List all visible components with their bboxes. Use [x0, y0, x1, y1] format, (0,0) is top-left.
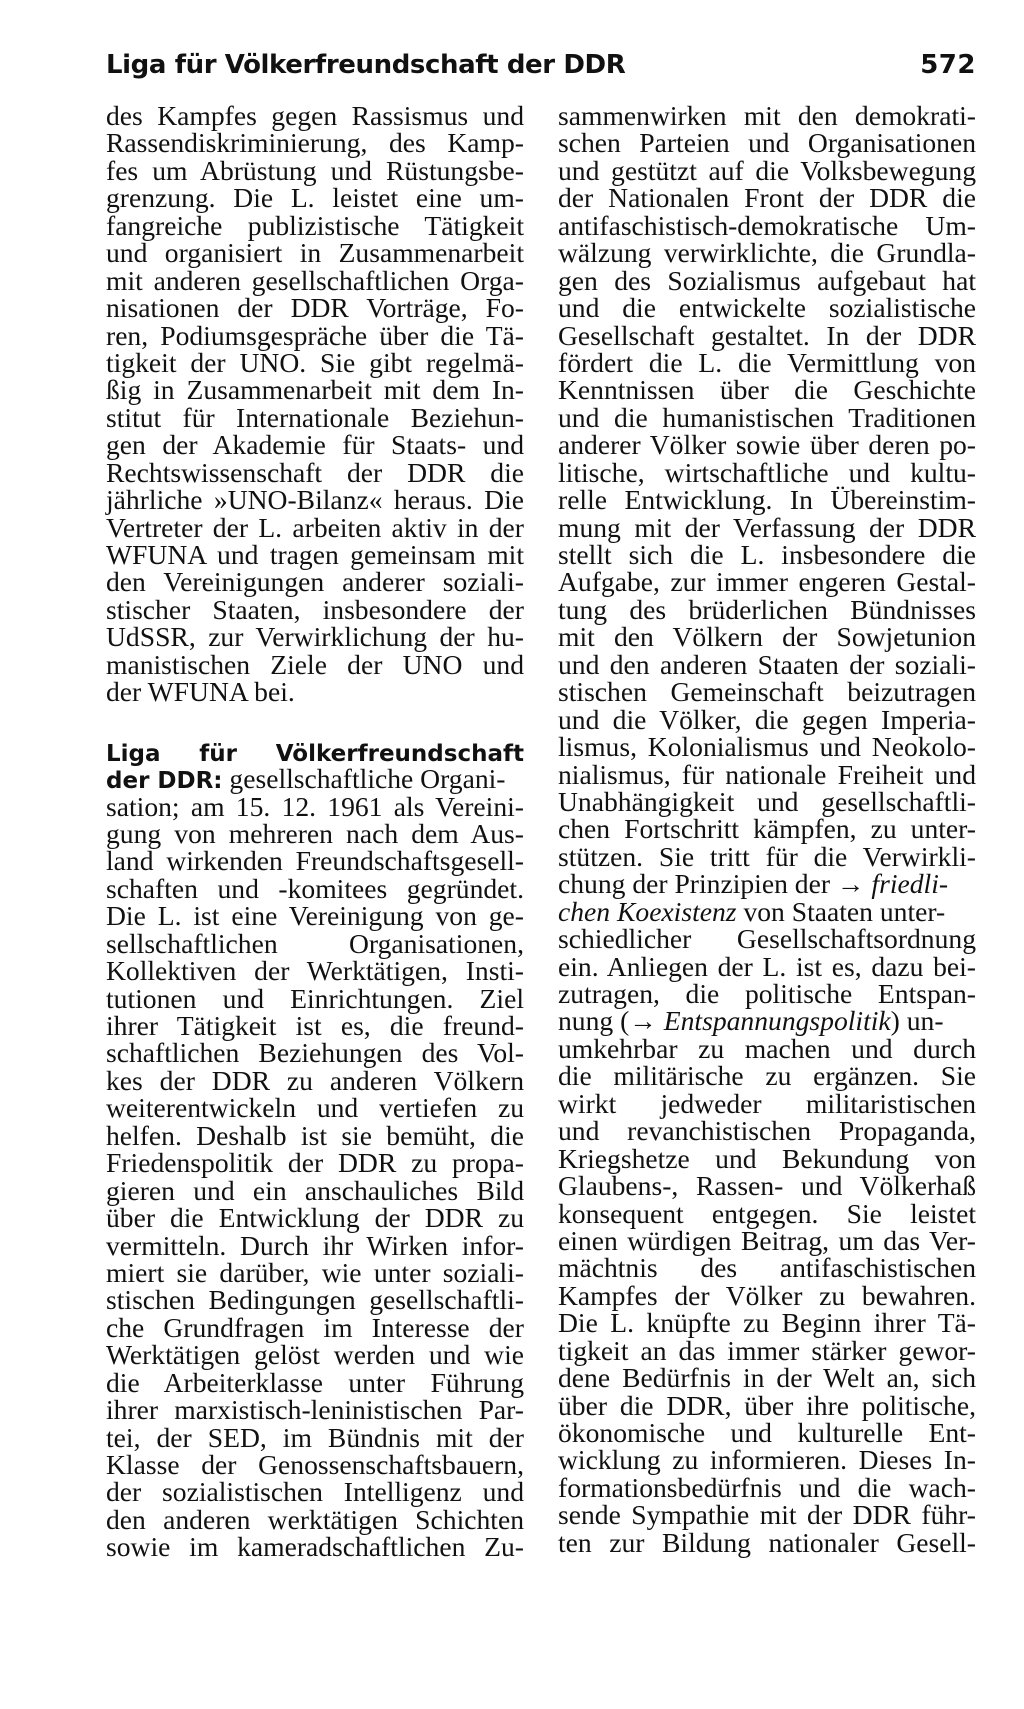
- cross-ref-term: friedli-: [864, 868, 949, 900]
- entry-definition-start: gesellschaftliche Organi-: [222, 763, 506, 795]
- page-number: 572: [920, 50, 976, 80]
- text-line: tung des brüderlichen Bündnisses: [558, 593, 976, 625]
- text-line: ökonomische und kulturelle Ent-: [558, 1417, 976, 1448]
- running-head-title: Liga für Völkerfreundschaft der DDR: [106, 50, 626, 80]
- text-line: Gesellschaft gestaltet. In der DDR: [558, 319, 976, 351]
- running-head: [106, 50, 976, 84]
- text-line: schaften und -komitees gegründet.: [106, 872, 524, 904]
- text-line: fes um Abrüstung und Rüstungsbe-: [106, 154, 524, 186]
- text-line: ten zur Bildung nationaler Gesell-: [558, 1526, 976, 1558]
- text-line: stischen Bedingungen gesellschaftli-: [106, 1284, 524, 1316]
- text-line: che Grundfragen im Interesse der: [106, 1311, 524, 1343]
- text-line: stützen. Sie tritt für die Verwirkli-: [558, 840, 976, 872]
- left-column: [106, 102, 524, 1561]
- cross-reference-line: [558, 868, 976, 900]
- text-line: und den anderen Staaten der soziali-: [558, 648, 976, 680]
- text-line: umkehrbar zu machen und durch: [558, 1032, 976, 1064]
- text-line: mit den Völkern der Sowjetunion: [558, 621, 976, 653]
- entry-heading-line: [106, 738, 524, 765]
- text-line: UdSSR, zur Verwirklichung der hu-: [106, 621, 524, 653]
- text-line: Rassendiskriminierung, des Kamp-: [106, 127, 524, 159]
- cross-reference-line: [558, 895, 976, 927]
- cross-ref-text: nung (: [558, 1005, 630, 1037]
- text-line: Die L. knüpfte zu Beginn ihrer Tä-: [558, 1307, 976, 1339]
- text-line: gen der Akademie für Staats- und: [106, 429, 524, 461]
- text-line: lismus, Kolonialismus und Neokolo-: [558, 731, 976, 763]
- cross-reference-line: [558, 1005, 976, 1037]
- text-line: über die DDR, über ihre politische,: [558, 1389, 976, 1421]
- text-line: und die humanistischen Traditionen: [558, 401, 976, 433]
- text-line: der WFUNA bei.: [106, 676, 295, 708]
- text-line: chen Fortschritt kämpfen, zu unter-: [558, 813, 976, 845]
- cross-ref-arrow-icon: →: [836, 868, 865, 900]
- text-line: die militärische zu ergänzen. Sie: [558, 1060, 976, 1092]
- text-line: anderer Völker sowie über deren po-: [558, 429, 976, 461]
- text-line: tei, der SED, im Bündnis mit der: [106, 1421, 524, 1453]
- text-line: stellt sich die L. insbesondere die: [558, 539, 976, 570]
- text-line: manistischen Ziele der UNO und: [106, 648, 524, 680]
- text-line: zutragen, die politische Entspan-: [558, 978, 976, 1009]
- text-line: über die Entwicklung der DDR zu: [106, 1202, 524, 1234]
- text-line: ihrer marxistisch-leninistischen Par-: [106, 1394, 524, 1426]
- text-line: Friedenspolitik der DDR zu propa-: [106, 1147, 524, 1179]
- text-line: mung mit der Verfassung der DDR: [558, 511, 976, 543]
- text-line: Kriegshetze und Bekundung von: [558, 1142, 976, 1174]
- entry-lemma-end: der DDR:: [106, 768, 223, 795]
- text-line: Kollektiven der Werktätigen, Insti-: [106, 955, 524, 987]
- text-line: sende Sympathie mit der DDR führ-: [558, 1499, 976, 1531]
- text-line: stischer Staaten, insbesondere der: [106, 593, 524, 625]
- text-line: Unabhängigkeit und gesellschaftli-: [558, 785, 976, 817]
- text-line: sellschaftlichen Organisationen,: [106, 927, 524, 959]
- cross-ref-text: chung der Prinzipien der: [558, 868, 837, 900]
- text-line: weiterentwickeln und vertiefen zu: [106, 1092, 524, 1124]
- text-line: stischen Gemeinschaft beizutragen: [558, 676, 976, 708]
- text-line: nialismus, für nationale Freiheit und: [558, 758, 976, 790]
- text-line: wicklung zu informieren. Dieses In-: [558, 1444, 976, 1476]
- text-line: Klasse der Genossenschaftsbauern,: [106, 1449, 524, 1480]
- entry-heading-line: [106, 763, 524, 795]
- text-line: ein. Anliegen der L. ist es, dazu bei-: [558, 950, 976, 982]
- text-line: WFUNA und tragen gemeinsam mit: [106, 539, 524, 570]
- text-line: nisationen der DDR Vorträge, Fo-: [106, 292, 524, 324]
- text-line: fördert die L. die Vermittlung von: [558, 346, 976, 378]
- text-line: tutionen und Einrichtungen. Ziel: [106, 982, 524, 1014]
- text-line: konsequent entgegen. Sie leistet: [558, 1197, 976, 1229]
- text-line: grenzung. Die L. leistet eine um-: [106, 182, 524, 214]
- text-line: Kampfes der Völker zu bewahren.: [558, 1279, 976, 1311]
- text-line: schen Parteien und Organisationen: [558, 127, 976, 159]
- text-line: Kenntnissen über die Geschichte: [558, 374, 976, 406]
- cross-ref-arrow-icon: →: [629, 1005, 657, 1037]
- entry-liga-fuer-voelkerfreundschaft: [106, 738, 524, 1561]
- text-line: sowie im kameradschaftlichen Zu-: [106, 1531, 524, 1563]
- text-line: miert sie darüber, wie unter soziali-: [106, 1256, 524, 1288]
- cross-ref-text: ) un-: [890, 1005, 944, 1037]
- cross-ref-text: von Staaten unter-: [736, 895, 946, 927]
- text-line: mächtnis des antifaschistischen: [558, 1252, 976, 1284]
- text-line: gung von mehreren nach dem Aus-: [106, 817, 524, 849]
- text-line: land wirkenden Freundschaftsgesell-: [106, 845, 524, 877]
- text-line: relle Entwicklung. In Übereinstim-: [558, 484, 976, 516]
- text-line: antifaschistisch-demokratische Um-: [558, 209, 976, 241]
- text-line: und die entwickelte sozialistische: [558, 292, 976, 324]
- text-line: ren, Podiumsgespräche über die Tä-: [106, 319, 524, 351]
- text-line: den anderen werktätigen Schichten: [106, 1503, 524, 1535]
- text-line: formationsbedürfnis und die wach-: [558, 1471, 976, 1503]
- text-line: Glaubens-, Rassen- und Völkerhaß: [558, 1170, 976, 1202]
- text-line: gieren und ein anschauliches Bild: [106, 1174, 524, 1206]
- text-line: ihrer Tätigkeit ist es, die freund-: [106, 1010, 524, 1041]
- text-line: schiedlicher Gesellschaftsordnung: [558, 923, 976, 955]
- text-line: Vertreter der L. arbeiten aktiv in der: [106, 511, 524, 543]
- text-line: mit anderen gesellschaftlichen Orga-: [106, 264, 524, 296]
- text-line: wälzung verwirklichte, die Grundla-: [558, 237, 976, 269]
- text-line: jährliche »UNO-Bilanz« heraus. Die: [106, 484, 524, 516]
- text-line: und gestützt auf die Volksbewegung: [558, 154, 976, 186]
- text-line: schaftlichen Beziehungen des Vol-: [106, 1037, 524, 1069]
- text-line: litische, wirtschaftliche und kultu-: [558, 456, 976, 488]
- text-line: helfen. Deshalb ist sie bemüht, die: [106, 1119, 524, 1151]
- text-line: die Arbeiterklasse unter Führung: [106, 1366, 524, 1398]
- text-line: einen würdigen Beitrag, um das Ver-: [558, 1224, 976, 1256]
- text-line: fangreiche publizistische Tätigkeit: [106, 209, 524, 241]
- text-line: und revanchistischen Propaganda,: [558, 1115, 976, 1147]
- continued-entry-text: [106, 102, 524, 706]
- text-line: und organisiert in Zusammenarbeit: [106, 237, 524, 269]
- right-column: [558, 102, 976, 1556]
- cross-ref-term: Entspannungspolitik: [656, 1005, 891, 1037]
- cross-ref-term: chen Koexistenz: [558, 895, 737, 927]
- text-line: tigkeit der UNO. Sie gibt regelmä-: [106, 346, 524, 378]
- text-line: sation; am 15. 12. 1961 als Vereini-: [106, 790, 524, 822]
- text-line: ßig in Zusammenarbeit mit dem In-: [106, 374, 524, 406]
- text-line: vermitteln. Durch ihr Wirken infor-: [106, 1229, 524, 1261]
- text-line: der sozialistischen Intelligenz und: [106, 1476, 524, 1508]
- text-line: gen des Sozialismus aufgebaut hat: [558, 264, 976, 296]
- entry-lemma: Liga für Völkerfreundschaft: [106, 740, 524, 767]
- text-line: Aufgabe, zur immer engeren Gestal-: [558, 566, 976, 598]
- text-line: Die L. ist eine Vereinigung von ge-: [106, 900, 524, 932]
- paragraph-gap: [106, 706, 524, 738]
- text-line: kes der DDR zu anderen Völkern: [106, 1064, 524, 1096]
- text-line: der Nationalen Front der DDR die: [558, 182, 976, 214]
- text-line: wirkt jedweder militaristischen: [558, 1087, 976, 1119]
- text-line: Werktätigen gelöst werden und wie: [106, 1339, 524, 1371]
- text-line: stitut für Internationale Beziehun-: [106, 401, 524, 433]
- text-line: dene Bedürfnis in der Welt an, sich: [558, 1362, 976, 1394]
- text-line: Rechtswissenschaft der DDR die: [106, 456, 524, 488]
- text-line: des Kampfes gegen Rassismus und: [106, 100, 524, 131]
- text-line: den Vereinigungen anderer soziali-: [106, 566, 524, 598]
- text-line: sammenwirken mit den demokrati-: [558, 100, 976, 131]
- text-line: und die Völker, die gegen Imperia-: [558, 703, 976, 735]
- text-line: tigkeit an das immer stärker gewor-: [558, 1334, 976, 1366]
